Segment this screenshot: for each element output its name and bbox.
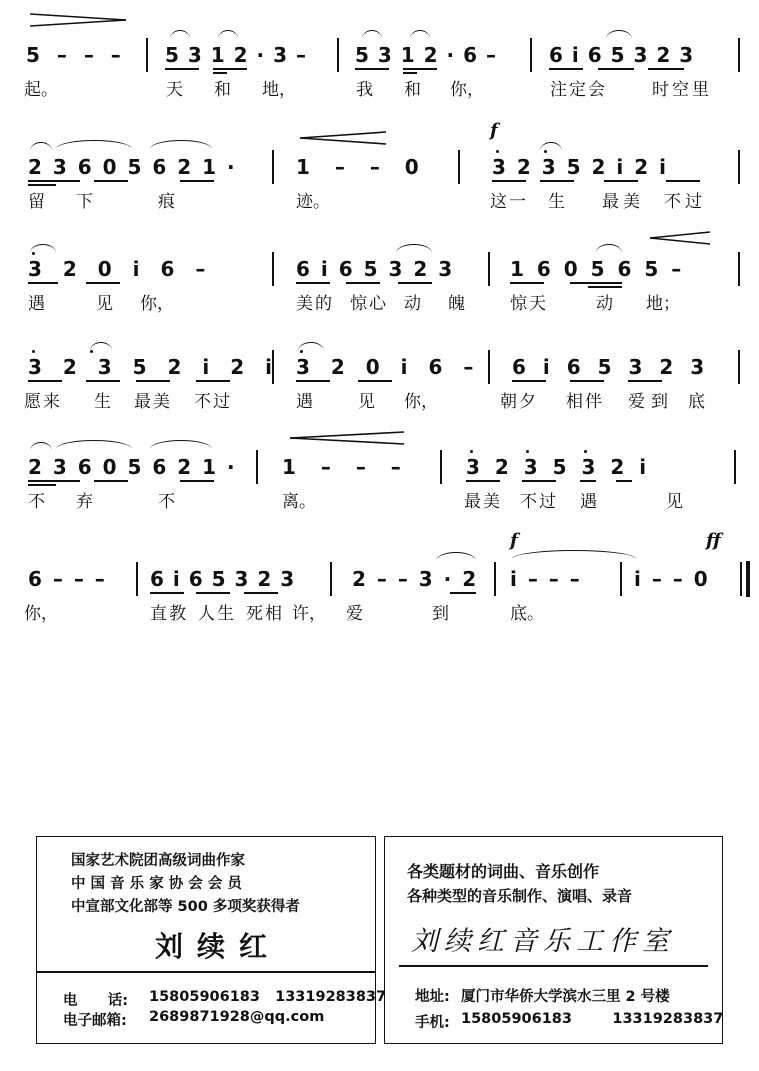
underline [28, 480, 80, 482]
tie-mark [512, 550, 636, 559]
tie-mark [362, 30, 382, 39]
barline [458, 150, 460, 184]
crescendo-mark [650, 230, 714, 246]
notes-measure: i – – – [510, 567, 580, 591]
divider [399, 965, 708, 967]
lyric: 留 [28, 192, 45, 212]
dynamic-marking: f [490, 120, 498, 141]
barline [272, 252, 274, 286]
lyric: 惊心 [350, 294, 388, 314]
notes-measure: 1 – – 0 [296, 155, 419, 179]
underline [213, 72, 227, 74]
octave-dot [584, 450, 587, 453]
notes-measure: 3 2 3 5 3 2 i [466, 455, 647, 479]
mobile-label: 手机: [415, 1015, 450, 1031]
underline [522, 480, 556, 482]
lyric: 愿来 [24, 392, 62, 412]
underline [28, 180, 80, 182]
underline [165, 68, 199, 70]
lyric: 天 [166, 80, 183, 100]
final-barline [746, 561, 750, 597]
underline [510, 282, 544, 284]
octave-dot [32, 350, 35, 353]
barline [494, 562, 496, 596]
lyric: 起。 [24, 80, 58, 100]
notes-measure: 1 – – – [282, 455, 401, 479]
notes-measure: 3 2 0 i 6 – [28, 257, 206, 281]
notes-measure: 6 i 6 5 3 2 3 [512, 355, 705, 379]
lyric: 见 [358, 392, 375, 412]
octave-dot [526, 450, 529, 453]
lyric: 你， [404, 392, 438, 412]
underline [28, 282, 58, 284]
lyric: 见 [96, 294, 113, 314]
tie-mark [218, 30, 238, 39]
composer-title-line: 国家艺术院团高级词曲作家 [71, 853, 245, 869]
underline [28, 380, 62, 382]
crescendo-mark [300, 130, 390, 146]
lyric: 这一 [490, 192, 528, 212]
barline [337, 38, 339, 72]
studio-service-line: 各种类型的音乐制作、演唱、录音 [407, 887, 633, 905]
underline [398, 282, 432, 284]
octave-dot [32, 252, 35, 255]
underline [403, 72, 417, 74]
dynamic-marking: f [510, 530, 518, 551]
studio-name: 刘续红音乐工作室 [411, 926, 675, 957]
decrescendo-mark [30, 12, 130, 28]
octave-dot [300, 350, 303, 353]
tie-mark [596, 244, 622, 253]
notes-measure: 5 3 1 2 · 6 – [355, 43, 496, 67]
underline [540, 180, 574, 182]
underline [628, 380, 662, 382]
notes-measure: 5 3 1 2 · 3 – [165, 43, 306, 67]
underline [94, 180, 128, 182]
underline [296, 282, 330, 284]
underline [86, 282, 120, 284]
lyric: 许， [292, 604, 326, 624]
address-label: 地址: [415, 989, 450, 1005]
lyric: 美的 [296, 294, 334, 314]
lyric: 你， [24, 604, 58, 624]
lyric: 底 [688, 392, 705, 412]
tie-mark [606, 30, 632, 39]
lyric: 最美 [134, 392, 172, 412]
octave-dot [470, 450, 473, 453]
lyric: 爱 [346, 604, 363, 624]
lyric: 你， [140, 294, 174, 314]
barline [620, 562, 622, 596]
underline [450, 592, 476, 594]
lyric: 痕 [158, 192, 175, 212]
underline [358, 380, 392, 382]
lyric: 见 [666, 492, 683, 512]
barline [530, 38, 532, 72]
barline [256, 450, 258, 484]
dynamic-marking: ff [706, 530, 721, 551]
email-value: 2689871928@qq.com [149, 1009, 325, 1025]
phone-value: 15805906183 13319283837 [149, 989, 387, 1005]
underline [616, 480, 632, 482]
underline [604, 180, 638, 182]
barline [488, 350, 490, 384]
composer-credit-box [36, 836, 387, 1044]
barline [738, 38, 740, 72]
tie-mark [90, 342, 112, 351]
underline [86, 380, 120, 382]
lyric: 魄 [448, 294, 465, 314]
notes-measure: 2 – – 3 · 2 [352, 567, 477, 591]
underline [213, 68, 247, 70]
notes-measure: 6 i 6 5 3 2 3 [549, 43, 694, 67]
crescendo-mark [290, 430, 408, 446]
tie-mark [436, 552, 476, 561]
email-label: 电子邮箱: [63, 1013, 127, 1029]
octave-dot [90, 350, 93, 353]
barline [738, 150, 740, 184]
lyric: 人生 [198, 604, 236, 624]
lyric: 遇 [580, 492, 597, 512]
underline [549, 68, 583, 70]
composer-title-line: 中宣部文化部等 500 多项奖获得者 [71, 899, 300, 915]
underline [570, 380, 604, 382]
notes-measure: i – – 0 [634, 567, 708, 591]
underline [94, 480, 128, 482]
underline [28, 484, 56, 486]
lyric: 注定会 [550, 80, 607, 100]
notes-measure: 3 2 3 5 2 i 2 i [28, 355, 272, 379]
barline [272, 150, 274, 184]
underline [28, 184, 56, 186]
lyric: 不过 [194, 392, 232, 412]
composer-title-line: 中 国 音 乐 家 协 会 会 员 [71, 876, 242, 892]
lyric: 弃 [76, 492, 93, 512]
underline [150, 592, 184, 594]
lyric: 时空里 [652, 80, 712, 100]
barline [738, 252, 740, 286]
underline [403, 68, 437, 70]
underline [196, 380, 230, 382]
lyric: 遇 [296, 392, 313, 412]
lyric: 惊天 [510, 294, 548, 314]
barline [330, 562, 332, 596]
mobile-value: 15805906183 13319283837 [461, 1011, 724, 1027]
lyric: 地， [262, 80, 296, 100]
underline [666, 180, 700, 182]
lyric: 迹。 [296, 192, 330, 212]
notes-measure: 6 – – – [28, 567, 105, 591]
barline [734, 450, 736, 484]
underline [466, 480, 500, 482]
tie-mark [396, 244, 432, 253]
lyric: 你， [450, 80, 484, 100]
notes-measure: 1 6 0 5 6 5 – [510, 257, 682, 281]
lyric: 爱到 [628, 392, 674, 412]
lyric: 直教 [150, 604, 188, 624]
lyric: 到 [432, 604, 449, 624]
lyric: 动 [404, 294, 421, 314]
octave-dot [544, 150, 547, 153]
octave-dot [496, 150, 499, 153]
divider [37, 971, 375, 973]
lyric: 下 [76, 192, 93, 212]
barline [738, 350, 740, 384]
underline [180, 480, 214, 482]
barline [440, 450, 442, 484]
lyric: 底。 [510, 604, 544, 624]
notes-measure: 2 3 6 0 5 6 2 1 · [28, 155, 235, 179]
barline [136, 562, 138, 596]
lyric: 生 [548, 192, 565, 212]
underline [580, 480, 596, 482]
underline [648, 68, 684, 70]
notes-measure: 2 3 6 0 5 6 2 1 · [28, 455, 235, 479]
composer-name: 刘续红 [155, 930, 282, 963]
address-value: 厦门市华侨大学滨水三里 2 号楼 [461, 989, 670, 1005]
barline [272, 350, 274, 384]
lyric: 地； [646, 294, 680, 314]
underline [296, 380, 330, 382]
lyric: 离。 [282, 492, 316, 512]
lyric: 不过 [664, 192, 706, 212]
lyric: 最美 [464, 492, 502, 512]
underline [492, 180, 526, 182]
notes-measure: 6 i 6 5 3 2 3 [296, 257, 453, 281]
phone-label: 电 话: [63, 993, 129, 1009]
underline [588, 286, 622, 288]
tie-mark [56, 440, 132, 449]
underline [512, 380, 546, 382]
underline [355, 68, 389, 70]
lyric: 生 [94, 392, 111, 412]
underline [136, 380, 170, 382]
lyric: 和 [404, 80, 421, 100]
underline [244, 592, 278, 594]
barline [488, 252, 490, 286]
lyric: 遇 [28, 294, 45, 314]
lyric: 我 [356, 80, 373, 100]
tie-mark [150, 440, 212, 449]
tie-mark [150, 140, 212, 149]
lyric: 死相 [246, 604, 284, 624]
underline [570, 282, 622, 284]
notes-measure: 6 i 6 5 3 2 3 [150, 567, 295, 591]
notes-measure: 5 – – – [26, 43, 121, 67]
lyric: 朝夕 [500, 392, 538, 412]
underline [196, 592, 230, 594]
lyric: 最美 [602, 192, 644, 212]
lyric: 动 [596, 294, 613, 314]
lyric: 和 [214, 80, 231, 100]
underline [346, 282, 380, 284]
notes-measure: 3 2 3 5 2 i 2 i [492, 155, 666, 179]
underline [180, 180, 214, 182]
tie-mark [56, 140, 132, 149]
tie-mark [410, 30, 430, 39]
lyric: 不过 [520, 492, 558, 512]
notes-measure: 3 2 0 i 6 – [296, 355, 474, 379]
barline [146, 38, 148, 72]
tie-mark [170, 30, 190, 39]
lyric: 相伴 [566, 392, 604, 412]
studio-credit-box [384, 836, 723, 1044]
lyric: 不 [158, 492, 175, 512]
underline [598, 68, 634, 70]
tie-mark [30, 142, 52, 151]
lyric: 不 [28, 492, 45, 512]
studio-service-line: 各类题材的词曲、音乐创作 [407, 862, 600, 881]
tie-mark [30, 442, 52, 451]
barline [740, 562, 742, 596]
